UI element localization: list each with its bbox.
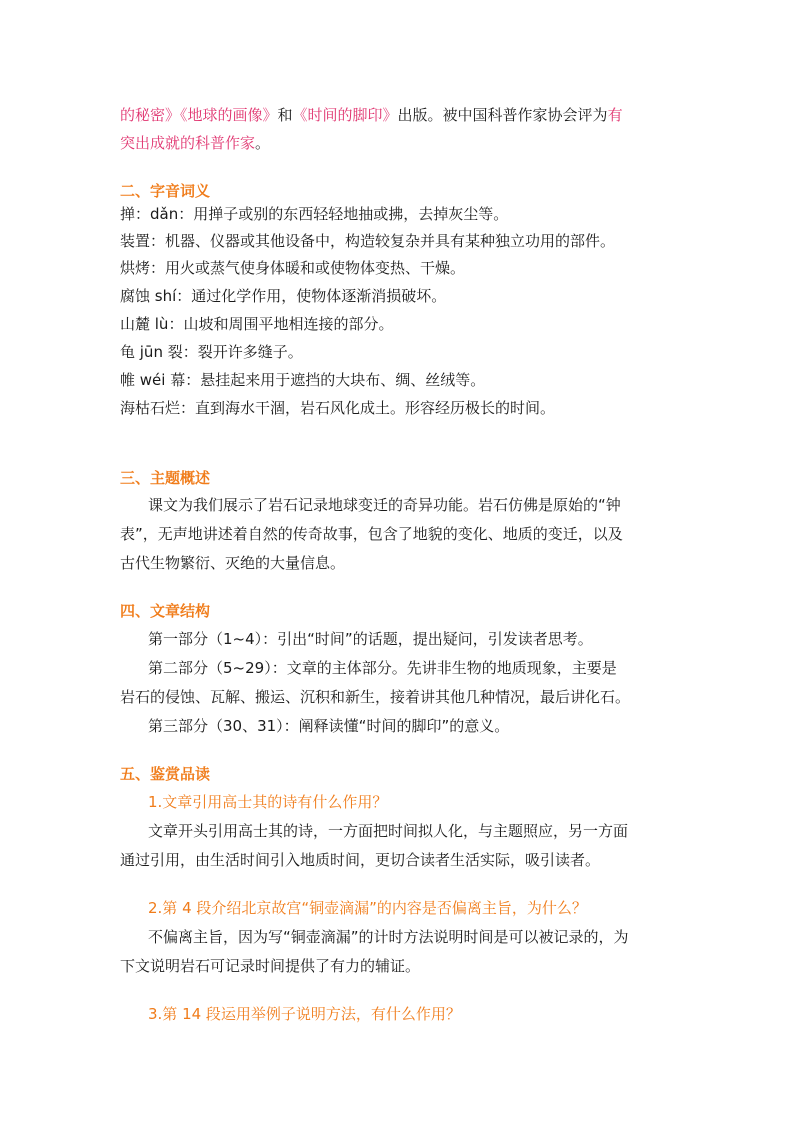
theme-paragraph-line: 课文为我们展示了岩石记录地球变迁的奇异功能。岩石仿佛是原始的“钟 bbox=[148, 496, 621, 514]
vocab-entry: 帷 wéi 幕：悬挂起来用于遮挡的大块布、绸、丝绒等。 bbox=[120, 371, 486, 389]
intro-line-1 bbox=[120, 104, 700, 126]
intro-text: 出版。被中国科普作家协会评为 bbox=[397, 106, 608, 124]
vocab-entry: 掸：dǎn：用掸子或别的东西轻轻地抽或拂，去掉灰尘等。 bbox=[120, 205, 509, 223]
answer-2-line: 下文说明岩石可记录时间提供了有力的辅证。 bbox=[120, 957, 421, 975]
vocab-entry: 山麓 lù：山坡和周围平地相连接的部分。 bbox=[120, 315, 394, 333]
theme-paragraph-line: 表”，无声地讲述着自然的传奇故事，包含了地貌的变化、地质的变迁，以及 bbox=[120, 525, 623, 543]
honor-text-start: 有 bbox=[607, 106, 623, 124]
structure-line: 第二部分（5~29）：文章的主体部分。先讲非生物的地质现象，主要是 bbox=[148, 659, 617, 677]
question-2: 2.第 4 段介绍北京故宫“铜壶滴漏”的内容是否偏离主旨，为什么？ bbox=[148, 899, 587, 917]
question-1: 1.文章引用高士其的诗有什么作用？ bbox=[148, 793, 388, 811]
section-heading-theme: 三、主题概述 bbox=[120, 469, 211, 487]
book-titles: 的秘密》《地球的画像》 bbox=[120, 106, 278, 124]
section-heading-vocabulary: 二、字音词义 bbox=[120, 182, 211, 200]
vocab-entry: 腐蚀 shí：通过化学作用，使物体逐渐消损破坏。 bbox=[120, 287, 447, 305]
theme-paragraph-line: 古代生物繁衍、灭绝的大量信息。 bbox=[120, 554, 346, 572]
answer-1-line: 通过引用，由生活时间引入地质时间，更切合读者生活实际，吸引读者。 bbox=[120, 851, 601, 869]
book-title-footprint: 《时间的脚印》 bbox=[292, 106, 398, 124]
question-3: 3.第 14 段运用举例子说明方法，有什么作用？ bbox=[148, 1005, 461, 1023]
intro-line-2 bbox=[120, 132, 700, 154]
structure-line: 第三部分（30、31）：阐释读懂“时间的脚印”的意义。 bbox=[148, 717, 510, 735]
structure-line: 第一部分（1~4）：引出“时间”的话题，提出疑问，引发读者思考。 bbox=[148, 630, 593, 648]
vocab-entry: 烘烤：用火或蒸气使身体暖和或使物体变热、干燥。 bbox=[120, 259, 466, 277]
section-heading-appreciation: 五、鉴赏品读 bbox=[120, 765, 211, 783]
structure-line: 岩石的侵蚀、瓦解、搬运、沉积和新生，接着讲其他几种情况，最后讲化石。 bbox=[120, 688, 631, 706]
conjunction-text: 和 bbox=[277, 106, 293, 124]
honor-text: 突出成就的科普作家 bbox=[120, 134, 256, 152]
vocab-entry: 装置：机器、仪器或其他设备中，构造较复杂并具有某种独立功用的部件。 bbox=[120, 232, 616, 250]
vocab-entry: 海枯石烂：直到海水干涸，岩石风化成土。形容经历极长的时间。 bbox=[120, 399, 556, 417]
vocab-entry: 龟 jūn 裂：裂开许多缝子。 bbox=[120, 343, 303, 361]
section-heading-structure: 四、文章结构 bbox=[120, 602, 211, 620]
answer-2-line: 不偏离主旨，因为写“铜壶滴漏”的计时方法说明时间是可以被记录的，为 bbox=[148, 928, 629, 946]
intro-period: 。 bbox=[255, 134, 271, 152]
answer-1-line: 文章开头引用高士其的诗，一方面把时间拟人化，与主题照应，另一方面 bbox=[148, 822, 629, 840]
